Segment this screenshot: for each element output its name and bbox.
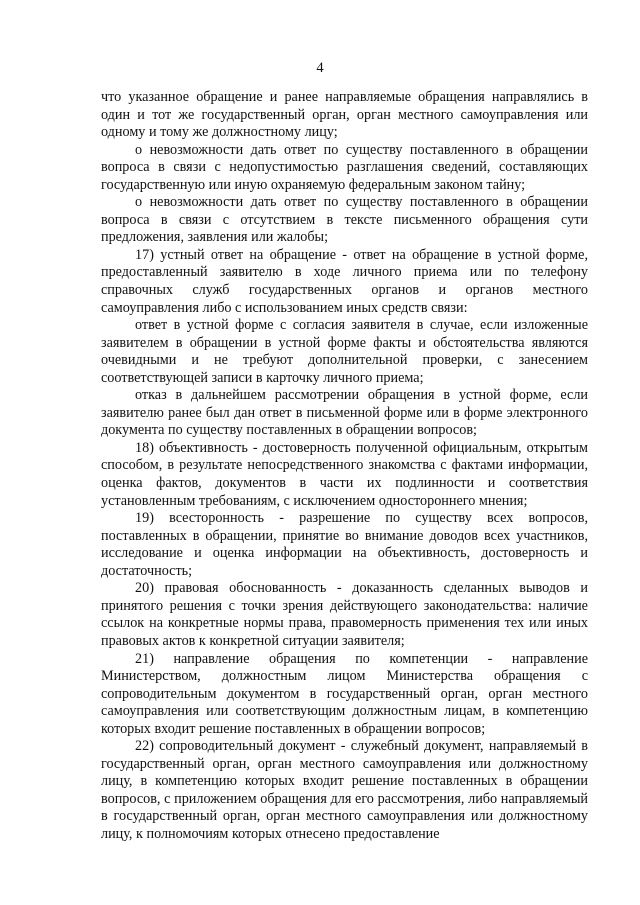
page-number: 4 <box>316 60 324 76</box>
paragraph: 22) сопроводительный документ - служебный документ, направляемый в государственный орган, орган местного самоуправления или должностному лицу, в компетенцию которых входит решение поставленных в обращении вопросов, с приложением обращения для его рассмотрения, либо направляемый в государственный орган, орган местного самоуправления или должностному лицу, к полномочиям которых отнесено предоставление <box>101 738 588 842</box>
paragraph: что указанное обращение и ранее направляемые обращения направлялись в один и тот же государственный орган, орган местного самоуправления или одному и тому же должностному лицу; <box>101 89 588 141</box>
paragraph: о невозможности дать ответ по существу поставленного в обращении вопроса в связи с отсутствием в тексте письменного обращения сути предложения, заявления или жалобы; <box>101 194 588 246</box>
paragraph: о невозможности дать ответ по существу поставленного в обращении вопроса в связи с недопустимостью разглашения сведений, составляющих государственную или иную охраняемую федеральным законом тайну; <box>101 141 588 193</box>
document-body <box>101 89 588 844</box>
paragraph: 19) всесторонность - разрешение по существу всех вопросов, поставленных в обращении, принятие во внимание доводов всех участников, исследование и оценка информации на объективность, достоверность и достаточность; <box>101 510 588 579</box>
paragraph: ответ в устной форме с согласия заявителя в случае, если изложенные заявителем в обращении в устной форме факты и обстоятельства являются очевидными и не требуют дополнительной проверки, с занесением соответствующей записи в карточку личного приема; <box>101 317 588 386</box>
paragraph: 21) направление обращения по компетенции - направление Министерством, должностным лицом Министерства обращения с сопроводительным документом в государственный орган, орган местного самоуправления или соответствующим должностным лицам, в компетенцию которых входит решение поставленных в обращении вопросов; <box>101 650 588 737</box>
paragraph: 20) правовая обоснованность - доказанность сделанных выводов и принятого решения с точки зрения действующего законодательства: наличие ссылок на конкретные нормы права, правомерность применения тех или иных правовых актов к конкретной ситуации заявителя; <box>101 580 588 649</box>
paragraph: 18) объективность - достоверность полученной официальным, открытым способом, в результате непосредственного знакомства с фактами информации, оценка фактов, документов в части их подлинности и соответствия установленным требованиям, с исключением одностороннего мнения; <box>101 439 588 509</box>
paragraph: 17) устный ответ на обращение - ответ на обращение в устной форме, предоставленный заявителю в ходе личного приема или по телефону справочных служб государственных органов и органов местного самоуправления либо с использованием иных средств связи: <box>101 246 588 316</box>
paragraph: отказ в дальнейшем рассмотрении обращения в устной форме, если заявителю ранее был дан ответ в письменной форме или в форме электронного документа по существу поставленных в обращении вопросов; <box>101 387 588 439</box>
